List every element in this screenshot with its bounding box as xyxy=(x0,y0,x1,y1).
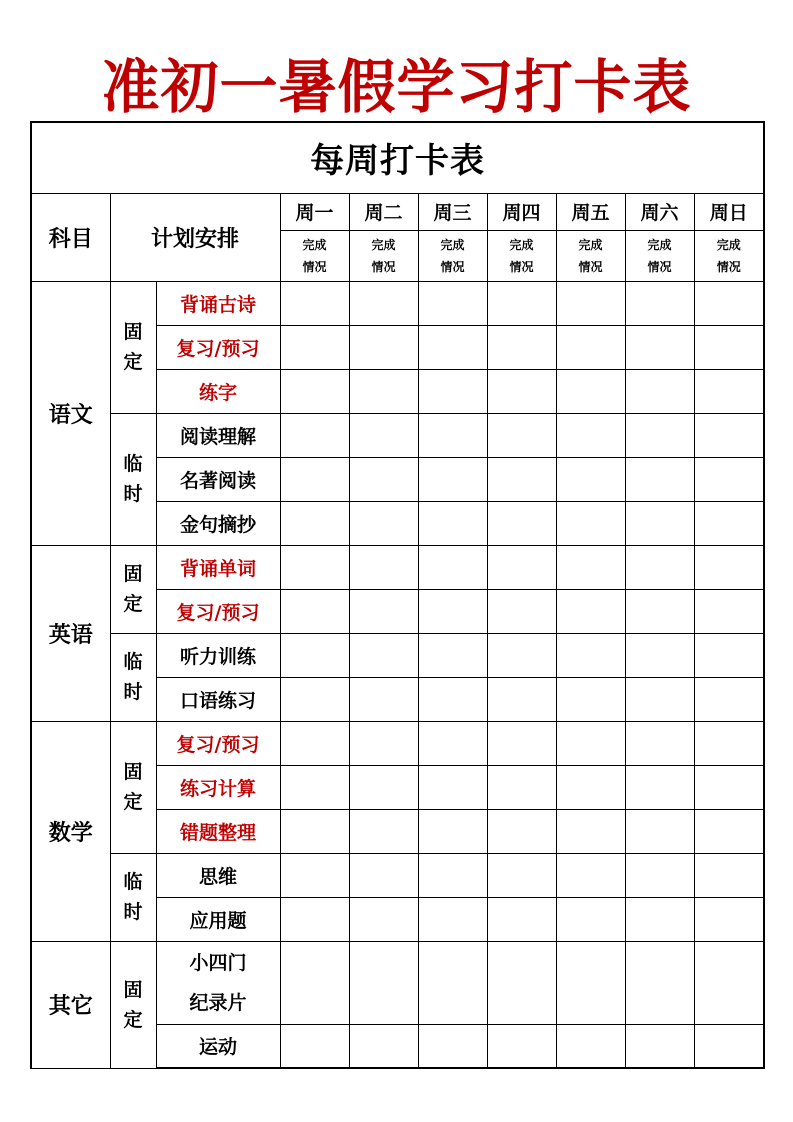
check-cell[interactable] xyxy=(280,413,349,457)
kind-temporary: 临 时 xyxy=(110,633,156,721)
check-cell[interactable] xyxy=(280,765,349,809)
task-other-fixed-1: 小四门 纪录片 xyxy=(156,941,280,1024)
subject-english: 英语 xyxy=(31,545,110,721)
check-cell[interactable] xyxy=(349,545,418,589)
check-cell[interactable] xyxy=(280,325,349,369)
check-cell[interactable] xyxy=(487,369,556,413)
check-cell[interactable] xyxy=(694,941,764,1024)
check-cell[interactable] xyxy=(280,281,349,325)
check-cell[interactable] xyxy=(349,853,418,897)
check-cell[interactable] xyxy=(280,897,349,941)
check-cell[interactable] xyxy=(418,413,487,457)
check-cell[interactable] xyxy=(556,589,625,633)
check-cell[interactable] xyxy=(487,941,556,1024)
check-cell[interactable] xyxy=(694,765,764,809)
check-cell[interactable] xyxy=(487,281,556,325)
check-cell[interactable] xyxy=(349,369,418,413)
check-cell[interactable] xyxy=(418,589,487,633)
check-cell[interactable] xyxy=(625,677,694,721)
check-cell[interactable] xyxy=(694,545,764,589)
task-english-fixed-2: 复习/预习 xyxy=(156,589,280,633)
task-english-temp-1: 听力训练 xyxy=(156,633,280,677)
check-cell[interactable] xyxy=(694,1024,764,1068)
check-cell[interactable] xyxy=(349,809,418,853)
check-cell[interactable] xyxy=(625,941,694,1024)
status-header: 完成 情况 xyxy=(556,230,625,281)
check-cell[interactable] xyxy=(418,457,487,501)
check-cell[interactable] xyxy=(556,809,625,853)
check-cell[interactable] xyxy=(625,281,694,325)
check-cell[interactable] xyxy=(280,457,349,501)
check-cell[interactable] xyxy=(487,677,556,721)
day-header-fri: 周五 xyxy=(556,193,625,230)
task-chinese-fixed-2: 复习/预习 xyxy=(156,325,280,369)
check-cell[interactable] xyxy=(487,413,556,457)
check-cell[interactable] xyxy=(418,325,487,369)
status-header: 完成 情况 xyxy=(280,230,349,281)
check-cell[interactable] xyxy=(349,677,418,721)
check-cell[interactable] xyxy=(487,853,556,897)
check-cell[interactable] xyxy=(625,457,694,501)
check-cell[interactable] xyxy=(694,325,764,369)
check-cell[interactable] xyxy=(418,853,487,897)
kind-fixed: 固 定 xyxy=(110,545,156,633)
task-chinese-fixed-1: 背诵古诗 xyxy=(156,281,280,325)
check-cell[interactable] xyxy=(349,281,418,325)
check-cell[interactable] xyxy=(625,325,694,369)
check-cell[interactable] xyxy=(487,633,556,677)
check-cell[interactable] xyxy=(418,1024,487,1068)
check-cell[interactable] xyxy=(694,413,764,457)
task-english-temp-2: 口语练习 xyxy=(156,677,280,721)
check-cell[interactable] xyxy=(349,413,418,457)
check-cell[interactable] xyxy=(280,809,349,853)
task-chinese-temp-1: 阅读理解 xyxy=(156,413,280,457)
check-cell[interactable] xyxy=(556,721,625,765)
check-cell[interactable] xyxy=(556,457,625,501)
task-other-fixed-3: 运动 xyxy=(156,1024,280,1068)
check-cell[interactable] xyxy=(418,633,487,677)
check-cell[interactable] xyxy=(418,897,487,941)
check-cell[interactable] xyxy=(280,633,349,677)
task-chinese-fixed-3: 练字 xyxy=(156,369,280,413)
subject-header: 科目 xyxy=(31,193,110,281)
check-cell[interactable] xyxy=(694,281,764,325)
kind-fixed: 固 定 xyxy=(110,721,156,853)
check-cell[interactable] xyxy=(487,721,556,765)
check-cell[interactable] xyxy=(418,281,487,325)
kind-temporary: 临 时 xyxy=(110,413,156,545)
task-math-fixed-1: 复习/预习 xyxy=(156,721,280,765)
task-math-fixed-3: 错题整理 xyxy=(156,809,280,853)
check-cell[interactable] xyxy=(625,369,694,413)
check-cell[interactable] xyxy=(418,721,487,765)
check-cell[interactable] xyxy=(349,325,418,369)
check-cell[interactable] xyxy=(280,677,349,721)
check-cell[interactable] xyxy=(556,853,625,897)
subject-chinese: 语文 xyxy=(31,281,110,545)
check-cell[interactable] xyxy=(280,545,349,589)
day-header-wed: 周三 xyxy=(418,193,487,230)
check-cell[interactable] xyxy=(349,1024,418,1068)
check-cell[interactable] xyxy=(625,1024,694,1068)
check-cell[interactable] xyxy=(349,897,418,941)
check-cell[interactable] xyxy=(556,633,625,677)
check-cell[interactable] xyxy=(487,809,556,853)
check-cell[interactable] xyxy=(280,721,349,765)
check-cell[interactable] xyxy=(349,765,418,809)
check-cell[interactable] xyxy=(487,545,556,589)
check-cell[interactable] xyxy=(280,369,349,413)
check-cell[interactable] xyxy=(556,765,625,809)
check-cell[interactable] xyxy=(625,589,694,633)
check-cell[interactable] xyxy=(625,545,694,589)
check-cell[interactable] xyxy=(418,941,487,1024)
check-cell[interactable] xyxy=(418,765,487,809)
check-cell[interactable] xyxy=(694,809,764,853)
page-title: 准初一暑假学习打卡表 xyxy=(101,53,692,121)
check-cell[interactable] xyxy=(280,853,349,897)
status-header: 完成 情况 xyxy=(694,230,764,281)
check-cell[interactable] xyxy=(556,281,625,325)
plan-header: 计划安排 xyxy=(110,193,280,281)
check-cell[interactable] xyxy=(418,501,487,545)
check-cell[interactable] xyxy=(556,941,625,1024)
check-cell[interactable] xyxy=(556,677,625,721)
kind-temporary: 临 时 xyxy=(110,853,156,941)
day-header-mon: 周一 xyxy=(280,193,349,230)
check-cell[interactable] xyxy=(625,721,694,765)
check-cell[interactable] xyxy=(625,897,694,941)
task-chinese-temp-3: 金句摘抄 xyxy=(156,501,280,545)
day-header-thu: 周四 xyxy=(487,193,556,230)
check-cell[interactable] xyxy=(556,1024,625,1068)
check-cell[interactable] xyxy=(625,765,694,809)
task-math-temp-1: 思维 xyxy=(156,853,280,897)
check-cell[interactable] xyxy=(625,853,694,897)
kind-fixed: 固 定 xyxy=(110,941,156,1068)
check-cell[interactable] xyxy=(487,457,556,501)
check-cell[interactable] xyxy=(418,545,487,589)
check-cell[interactable] xyxy=(556,897,625,941)
check-cell[interactable] xyxy=(625,633,694,677)
weekly-title: 每周打卡表 xyxy=(31,122,764,193)
subject-other: 其它 xyxy=(31,941,110,1068)
checkin-table xyxy=(30,121,765,1069)
check-cell[interactable] xyxy=(487,325,556,369)
check-cell[interactable] xyxy=(487,765,556,809)
check-cell[interactable] xyxy=(349,589,418,633)
check-cell[interactable] xyxy=(487,897,556,941)
check-cell[interactable] xyxy=(625,809,694,853)
check-cell[interactable] xyxy=(487,1024,556,1068)
check-cell[interactable] xyxy=(349,941,418,1024)
kind-fixed: 固 定 xyxy=(110,281,156,413)
check-cell[interactable] xyxy=(280,941,349,1024)
check-cell[interactable] xyxy=(694,897,764,941)
check-cell[interactable] xyxy=(694,853,764,897)
task-math-fixed-2: 练习计算 xyxy=(156,765,280,809)
check-cell[interactable] xyxy=(694,369,764,413)
check-cell[interactable] xyxy=(418,369,487,413)
day-header-tue: 周二 xyxy=(349,193,418,230)
check-cell[interactable] xyxy=(487,501,556,545)
check-cell[interactable] xyxy=(349,457,418,501)
check-cell[interactable] xyxy=(280,501,349,545)
task-english-fixed-1: 背诵单词 xyxy=(156,545,280,589)
check-cell[interactable] xyxy=(280,589,349,633)
status-header: 完成 情况 xyxy=(349,230,418,281)
status-header: 完成 情况 xyxy=(418,230,487,281)
check-cell[interactable] xyxy=(280,1024,349,1068)
check-cell[interactable] xyxy=(694,677,764,721)
check-cell[interactable] xyxy=(487,589,556,633)
task-chinese-temp-2: 名著阅读 xyxy=(156,457,280,501)
check-cell[interactable] xyxy=(349,501,418,545)
check-cell[interactable] xyxy=(556,325,625,369)
check-cell[interactable] xyxy=(556,413,625,457)
check-cell[interactable] xyxy=(556,501,625,545)
check-cell[interactable] xyxy=(418,809,487,853)
check-cell[interactable] xyxy=(556,545,625,589)
task-math-temp-2: 应用题 xyxy=(156,897,280,941)
status-header: 完成 情况 xyxy=(625,230,694,281)
check-cell[interactable] xyxy=(694,457,764,501)
check-cell[interactable] xyxy=(694,589,764,633)
check-cell[interactable] xyxy=(625,413,694,457)
day-header-sun: 周日 xyxy=(694,193,764,230)
subject-math: 数学 xyxy=(31,721,110,941)
check-cell[interactable] xyxy=(418,677,487,721)
day-header-sat: 周六 xyxy=(625,193,694,230)
check-cell[interactable] xyxy=(694,501,764,545)
check-cell[interactable] xyxy=(694,721,764,765)
status-header: 完成 情况 xyxy=(487,230,556,281)
check-cell[interactable] xyxy=(349,633,418,677)
check-cell[interactable] xyxy=(694,633,764,677)
check-cell[interactable] xyxy=(556,369,625,413)
check-cell[interactable] xyxy=(349,721,418,765)
check-cell[interactable] xyxy=(625,501,694,545)
